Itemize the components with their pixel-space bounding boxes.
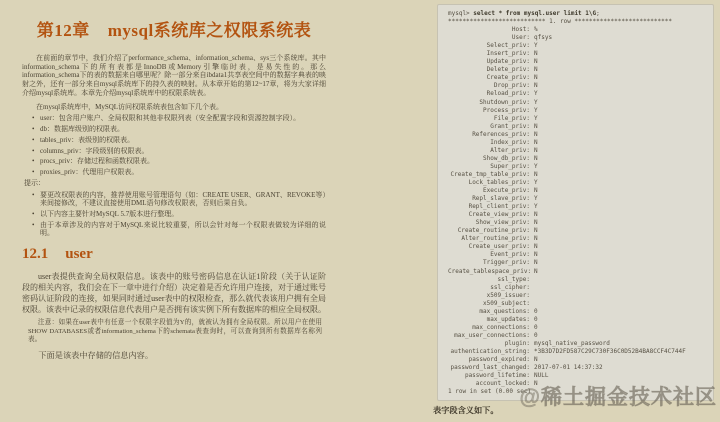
section-number: 12.1	[22, 246, 49, 263]
terminal-field-line	[448, 356, 713, 364]
chapter-number: 第12章	[36, 21, 90, 40]
row-separator: *************************** 1. row ***************************	[448, 18, 672, 26]
field-label: Trigger_priv :	[448, 259, 530, 267]
terminal-field-line	[448, 276, 713, 284]
field-label: password_last_changed :	[448, 364, 530, 372]
terminal-command-line	[448, 10, 713, 18]
field-label: Create_tablespace_priv :	[448, 268, 530, 276]
field-value: 2017-07-01 14:37:32	[534, 364, 603, 372]
field-label: Drop_priv :	[448, 82, 530, 90]
terminal-field-line	[448, 34, 713, 42]
field-label: account_locked :	[448, 380, 530, 388]
list-item: • db：数据库级别的权限表。	[32, 125, 326, 133]
field-label: Select_priv :	[448, 42, 530, 50]
terminal-field-line	[448, 147, 713, 155]
field-value: N	[534, 235, 538, 243]
terminal-field-line	[448, 340, 713, 348]
terminal-fields	[448, 26, 713, 388]
field-value: Y	[534, 203, 538, 211]
field-value: N	[534, 219, 538, 227]
field-label: Create_routine_priv :	[448, 227, 530, 235]
watermark: @稀土掘金技术社区	[519, 386, 717, 409]
field-value: *3B3D7D2FD587C29C730F36C0D52B4BA8CCF4C744F	[534, 347, 686, 355]
section-paragraph: user表提供查询全局权限信息。该表中的账号密码信息在认证1阶段（关于认证阶段的相关内容，我们会在下一章中进行介绍）决定着是否允许用户连接，对于通过账号密码认证阶段的连接，如果同时通过user表中的权限检查，那么就代表该用户拥有全局权限。该表中记录的权限信息代表用户是否拥有该实例下所有数据库的相应全局权限。	[22, 272, 326, 315]
field-label: File_priv :	[448, 115, 530, 123]
list-item: • tables_priv：表级别的权限表。	[32, 136, 326, 144]
field-label: x509_issuer :	[448, 292, 530, 300]
document-page	[22, 8, 326, 361]
terminal-field-line	[448, 26, 713, 34]
field-value: Y	[534, 90, 538, 98]
field-value: N	[534, 122, 538, 130]
field-label: max_connections :	[448, 324, 530, 332]
field-value: N	[534, 380, 538, 388]
field-value: N	[534, 138, 538, 146]
terminal-field-line	[448, 107, 713, 115]
chapter-title-text: mysql系统库之权限系统表	[107, 21, 312, 40]
terminal-field-line	[448, 66, 713, 74]
terminal-field-line	[448, 227, 713, 235]
field-value: qfsys	[534, 34, 553, 42]
field-value: N	[534, 74, 538, 82]
tips-list	[32, 191, 326, 237]
field-label: Execute_priv :	[448, 187, 530, 195]
field-label: User :	[448, 34, 530, 42]
field-value: N	[534, 82, 538, 90]
list-item: • 要更改权限表的内容，推荐使用账号管理语句（如：CREATE USER、GRANT、REVOKE等）来间接修改，不建议直接使用DML语句修改权限表，否则后果自负。	[32, 191, 326, 207]
terminal-field-line	[448, 259, 713, 267]
chapter-title	[22, 16, 326, 41]
tips-label: 提示：	[24, 179, 45, 187]
result-footer: 1 row in set (0.00 sec)	[448, 388, 532, 396]
field-label: authentication_string :	[448, 348, 530, 356]
field-label: max_user_connections :	[448, 332, 530, 340]
field-label: max_updates :	[448, 316, 530, 324]
field-label: Insert_priv :	[448, 50, 530, 58]
terminal-field-line	[448, 324, 713, 332]
field-value: N	[534, 243, 538, 251]
terminal-field-line	[448, 308, 713, 316]
field-label: Show_view_priv :	[448, 219, 530, 227]
field-value: N	[534, 130, 538, 138]
field-label: Grant_priv :	[448, 123, 530, 131]
field-value: N	[534, 50, 538, 58]
caption-below-terminal: 表字段含义如下。	[433, 406, 499, 415]
terminal-field-line	[448, 380, 713, 388]
terminal-field-line	[448, 115, 713, 123]
field-label: Process_priv :	[448, 107, 530, 115]
field-label: Create_view_priv :	[448, 211, 530, 219]
field-label: Host :	[448, 26, 530, 34]
field-label: ssl_type :	[448, 276, 530, 284]
field-label: Create_user_priv :	[448, 243, 530, 251]
field-label: Super_priv :	[448, 163, 530, 171]
terminal-field-line	[448, 292, 713, 300]
terminal-field-line	[448, 316, 713, 324]
terminal-field-line	[448, 187, 713, 195]
terminal-field-line	[448, 163, 713, 171]
terminal-field-line	[448, 268, 713, 276]
terminal-field-line	[448, 211, 713, 219]
mysql-terminal-output	[437, 4, 714, 401]
field-value: N	[534, 211, 538, 219]
tables-intro-paragraph: 在mysql系统库中，MySQL访问权限系统表包含如下几个表。	[36, 102, 224, 111]
terminal-field-line	[448, 332, 713, 340]
field-value: N	[534, 58, 538, 66]
terminal-field-line	[448, 348, 713, 356]
terminal-field-line	[448, 235, 713, 243]
terminal-field-line	[448, 219, 713, 227]
terminal-field-line	[448, 99, 713, 107]
field-value: Y	[534, 106, 538, 114]
terminal-field-line	[448, 251, 713, 259]
terminal-field-line	[448, 131, 713, 139]
terminal-field-line	[448, 203, 713, 211]
field-value: 0	[534, 315, 538, 323]
field-value: N	[534, 187, 538, 195]
field-value: N	[534, 170, 538, 178]
note-paragraph: 注意：如果在user表中有任意一个权限字段值为Y的，就被认为拥有全局权限。所以用户在使用SHOW DATABASES或者information_schema下的schemata表查询时，可以查询到所有数据库名称列表。	[28, 319, 322, 344]
field-value: 0	[534, 323, 538, 331]
terminal-field-line	[448, 58, 713, 66]
terminal-field-line	[448, 300, 713, 308]
terminal-field-line	[448, 284, 713, 292]
terminal-field-line	[448, 179, 713, 187]
list-item: • 由于本章涉及的内容对于MySQL来说比较重要，所以会针对每一个权限表做较为详细的说明。	[32, 221, 326, 237]
field-label: Show_db_priv :	[448, 155, 530, 163]
terminal-field-line	[448, 372, 713, 380]
field-label: Delete_priv :	[448, 66, 530, 74]
terminal-field-line	[448, 123, 713, 131]
field-label: Shutdown_priv :	[448, 99, 530, 107]
field-label: password_expired :	[448, 356, 530, 364]
terminal-field-line	[448, 139, 713, 147]
terminal-field-line	[448, 243, 713, 251]
field-label: Alter_priv :	[448, 147, 530, 155]
field-label: Repl_slave_priv :	[448, 195, 530, 203]
field-value: Y	[534, 178, 538, 186]
field-value: 0	[534, 331, 538, 339]
field-value: %	[534, 26, 538, 34]
list-item: • procs_priv：存储过程和函数权限表。	[32, 157, 326, 165]
list-item: • proxies_priv：代理用户权限表。	[32, 168, 326, 176]
field-label: Create_tmp_table_priv :	[448, 171, 530, 179]
terminal-field-line	[448, 74, 713, 82]
list-item: • user：包含用户账户、全局权限和其他非权限列表（安全配置字段和资源控制字段）。	[32, 114, 326, 122]
field-label: plugin :	[448, 340, 530, 348]
intro-paragraph: 在前面的章节中，我们介绍了performance_schema、information_schema、sys三个系统库。其中information_schema下的所有表都是InnoDB或Memory引擎临时表，是易失性的。那么information_schema下的表的数据来自哪里呢？除一部分来自ibdata1共享表空间中的数据字典表的映射之外，还有一部分来自mysql系统库下的持久表的映射。从本章开始的第12~17章，将为大家详细介绍mysql系统库。本章先介绍mysql系统库中的权限系统表。	[22, 54, 326, 97]
field-label: Reload_priv :	[448, 90, 530, 98]
field-value: N	[534, 267, 538, 275]
terminal-field-line	[448, 82, 713, 90]
section-title: user	[65, 246, 93, 263]
list-item: • columns_priv：字段级别的权限表。	[32, 147, 326, 155]
field-label: Lock_tables_priv :	[448, 179, 530, 187]
field-value: N	[534, 154, 538, 162]
field-value: Y	[534, 114, 538, 122]
terminal-field-line	[448, 50, 713, 58]
field-value: 0	[534, 307, 538, 315]
field-label: Index_priv :	[448, 139, 530, 147]
field-value: Y	[534, 162, 538, 170]
field-value: NULL	[534, 372, 549, 380]
field-value: N	[534, 259, 538, 267]
field-label: x509_subject :	[448, 300, 530, 308]
list-item: • 以下内容主要针对MySQL 5.7版本进行整理。	[32, 210, 326, 218]
field-value: N	[534, 356, 538, 364]
field-label: Event_priv :	[448, 251, 530, 259]
terminal-field-line	[448, 364, 713, 372]
field-value: Y	[534, 42, 538, 50]
field-label: Create_priv :	[448, 74, 530, 82]
sql-command: select * from mysql.user limit 1\G	[473, 10, 597, 17]
field-value: Y	[534, 195, 538, 203]
field-label: References_priv :	[448, 131, 530, 139]
field-label: Alter_routine_priv :	[448, 235, 530, 243]
field-label: password_lifetime :	[448, 372, 530, 380]
field-label: Repl_client_priv :	[448, 203, 530, 211]
field-label: max_questions :	[448, 308, 530, 316]
closing-line: 下面是该表中存储的信息内容。	[38, 350, 154, 360]
field-value: mysql_native_password	[534, 339, 610, 347]
command-suffix: ;	[596, 10, 600, 17]
terminal-field-line	[448, 90, 713, 98]
field-value: N	[534, 146, 538, 154]
terminal-field-line	[448, 42, 713, 50]
field-value: N	[534, 227, 538, 235]
terminal-field-line	[448, 195, 713, 203]
privilege-tables-list	[32, 114, 326, 176]
field-value: N	[534, 251, 538, 259]
field-label: ssl_cipher :	[448, 284, 530, 292]
mysql-prompt: mysql>	[448, 10, 474, 17]
field-label: Update_priv :	[448, 58, 530, 66]
terminal-field-line	[448, 171, 713, 179]
field-value: Y	[534, 98, 538, 106]
section-heading	[22, 246, 326, 263]
terminal-field-line	[448, 155, 713, 163]
field-value: N	[534, 66, 538, 74]
